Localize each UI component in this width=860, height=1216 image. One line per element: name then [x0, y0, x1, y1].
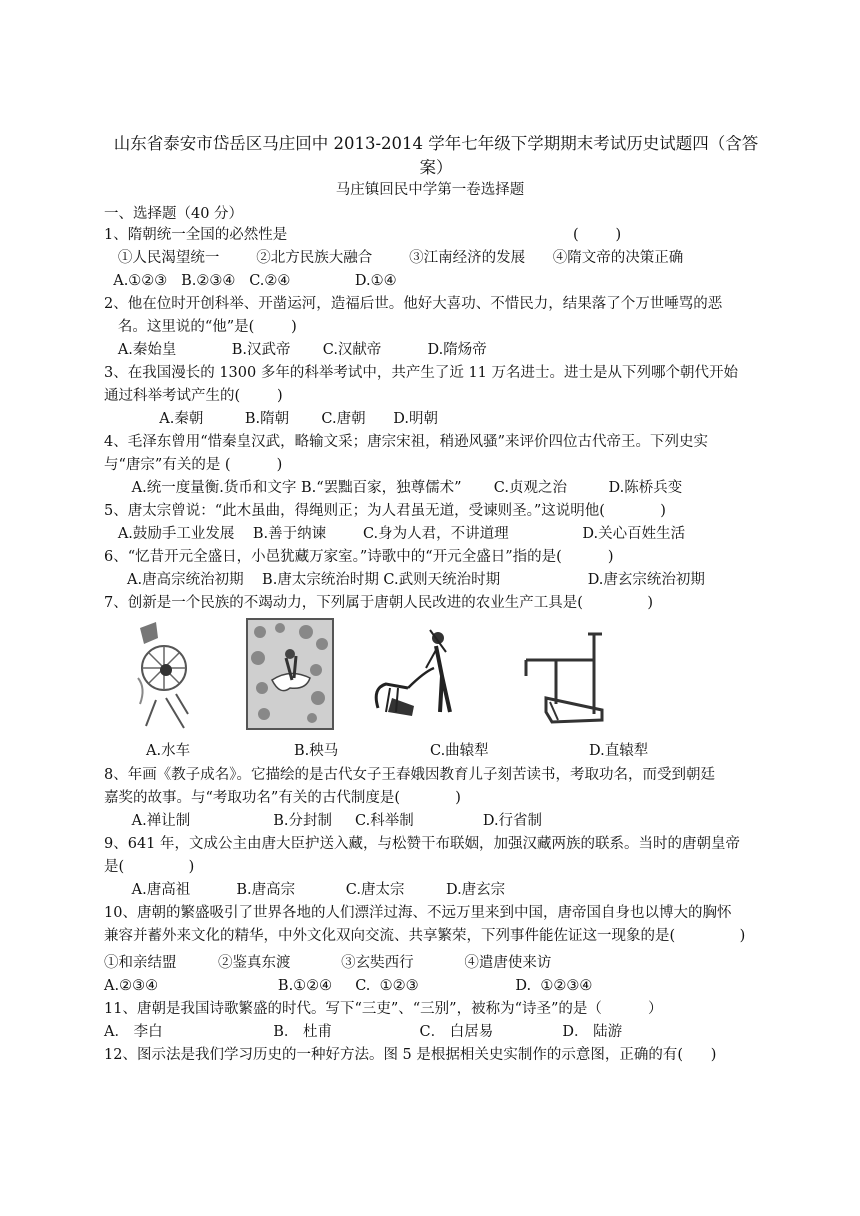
- figure-caption-a: A.水车: [146, 743, 191, 759]
- yangma-image: [246, 618, 334, 730]
- question-line: 4、毛泽东曾用“惜秦皇汉武，略输文采；唐宗宋祖，稍逊风骚”来评价四位古代帝王。下列史实: [104, 434, 709, 450]
- question-line: A． 李白 B． 杜甫 C． 白居易 D． 陆游: [104, 1024, 623, 1040]
- question-line: 与“唐宗”有关的是 ( ): [104, 457, 283, 473]
- question-line: A.秦始皇 B.汉武帝 C.汉献帝 D.隋炀帝: [104, 342, 487, 358]
- question-line: A.①②③ B.②③④ C.②④ D.①④: [104, 273, 397, 289]
- curved-plough-image: [368, 628, 468, 720]
- exam-subtitle: 马庄镇回民中学第一卷选择题: [335, 182, 525, 198]
- question-line: 名。这里说的“他”是( ): [104, 319, 297, 335]
- question-line: 2、他在位时开创科举、开凿运河，造福后世。他好大喜功、不惜民力，结果落了个万世唾骂的恶: [104, 296, 723, 312]
- water-wheel-image: [136, 618, 190, 730]
- question-line: 嘉奖的故事。与“考取功名”有关的古代制度是( ): [104, 790, 461, 806]
- question-line: A.禅让制 B.分封制 C.科举制 D.行省制: [104, 813, 543, 829]
- question-line: 12、图示法是我们学习历史的一种好方法。图 5 是根据相关史实制作的示意图，正确的有( ): [104, 1047, 717, 1063]
- question-line: 7、创新是一个民族的不竭动力，下列属于唐朝人民改进的农业生产工具是( ): [104, 595, 654, 611]
- figure-caption-d: D.直辕犁: [589, 743, 649, 759]
- question-line: A.统一度量衡.货币和文字 B.“罢黜百家，独尊儒术” C.贞观之治 D.陈桥兵变: [104, 480, 683, 496]
- question-line: 是( ): [104, 859, 195, 875]
- straight-plough-image: [522, 630, 612, 726]
- question-line: 5、唐太宗曾说：“此木虽曲，得绳则正；为人君虽无道，受谏则圣。”这说明他( ): [104, 503, 666, 519]
- question-line: A.唐高宗统治初期 B.唐太宗统治时期 C.武则天统治时期 D.唐玄宗统治初期: [104, 572, 705, 588]
- question-line: A.②③④ B.①②④ C. ①②③ D. ①②③④: [104, 978, 593, 994]
- question-line: ①人民渴望统一 ②北方民族大融合 ③江南经济的发展 ④隋文帝的决策正确: [104, 250, 684, 266]
- question-line: 1、隋朝统一全国的必然性是 ( ): [104, 227, 622, 243]
- question-line: 11、唐朝是我国诗歌繁盛的时代。写下“三吏”、“三别”，被称为“诗圣”的是（ ）: [104, 1001, 663, 1017]
- question-line: 10、唐朝的繁盛吸引了世界各地的人们漂洋过海、不远万里来到中国，唐帝国自身也以博大的胸怀: [104, 905, 732, 921]
- section-heading: 一、选择题（40 分）: [104, 206, 244, 222]
- question-line: 3、在我国漫长的 1300 多年的科举考试中，共产生了近 11 万名进士。进士是从下列哪个朝代开始: [104, 365, 739, 381]
- question-line: 兼容并蓄外来文化的精华，中外文化双向交流、共享繁荣，下列事件能佐证这一现象的是( ): [104, 928, 746, 944]
- question-line: 8、年画《教子成名》。它描绘的是古代女子王春娥因教育儿子刻苦读书，考取功名，而受到朝廷: [104, 767, 715, 783]
- question-line: 通过科举考试产生的( ): [104, 388, 283, 404]
- question-line: 6、“忆昔开元全盛日，小邑犹藏万家室。”诗歌中的“开元全盛日”指的是( ): [104, 549, 614, 565]
- question-line: ①和亲结盟 ②鉴真东渡 ③玄奘西行 ④遣唐使来访: [104, 955, 552, 971]
- figure-caption-b: B.秧马: [294, 743, 339, 759]
- question-line: 9、641 年，文成公主由唐大臣护送入藏，与松赞干布联姻，加强汉藏两族的联系。当时的唐朝皇帝: [104, 836, 741, 852]
- figure-caption-c: C.曲辕犁: [430, 743, 489, 759]
- exam-title-line-2: 案）: [419, 158, 453, 177]
- exam-title-line-1: 山东省泰安市岱岳区马庄回中 2013-2014 学年七年级下学期期末考试历史试题四（含答: [113, 134, 759, 153]
- question-line: A.秦朝 B.隋朝 C.唐朝 D.明朝: [104, 411, 438, 427]
- question-line: A.唐高祖 B.唐高宗 C.唐太宗 D.唐玄宗: [104, 882, 506, 898]
- question-line: A.鼓励手工业发展 B.善于纳谏 C.身为人君，不讲道理 D.关心百姓生活: [104, 526, 686, 542]
